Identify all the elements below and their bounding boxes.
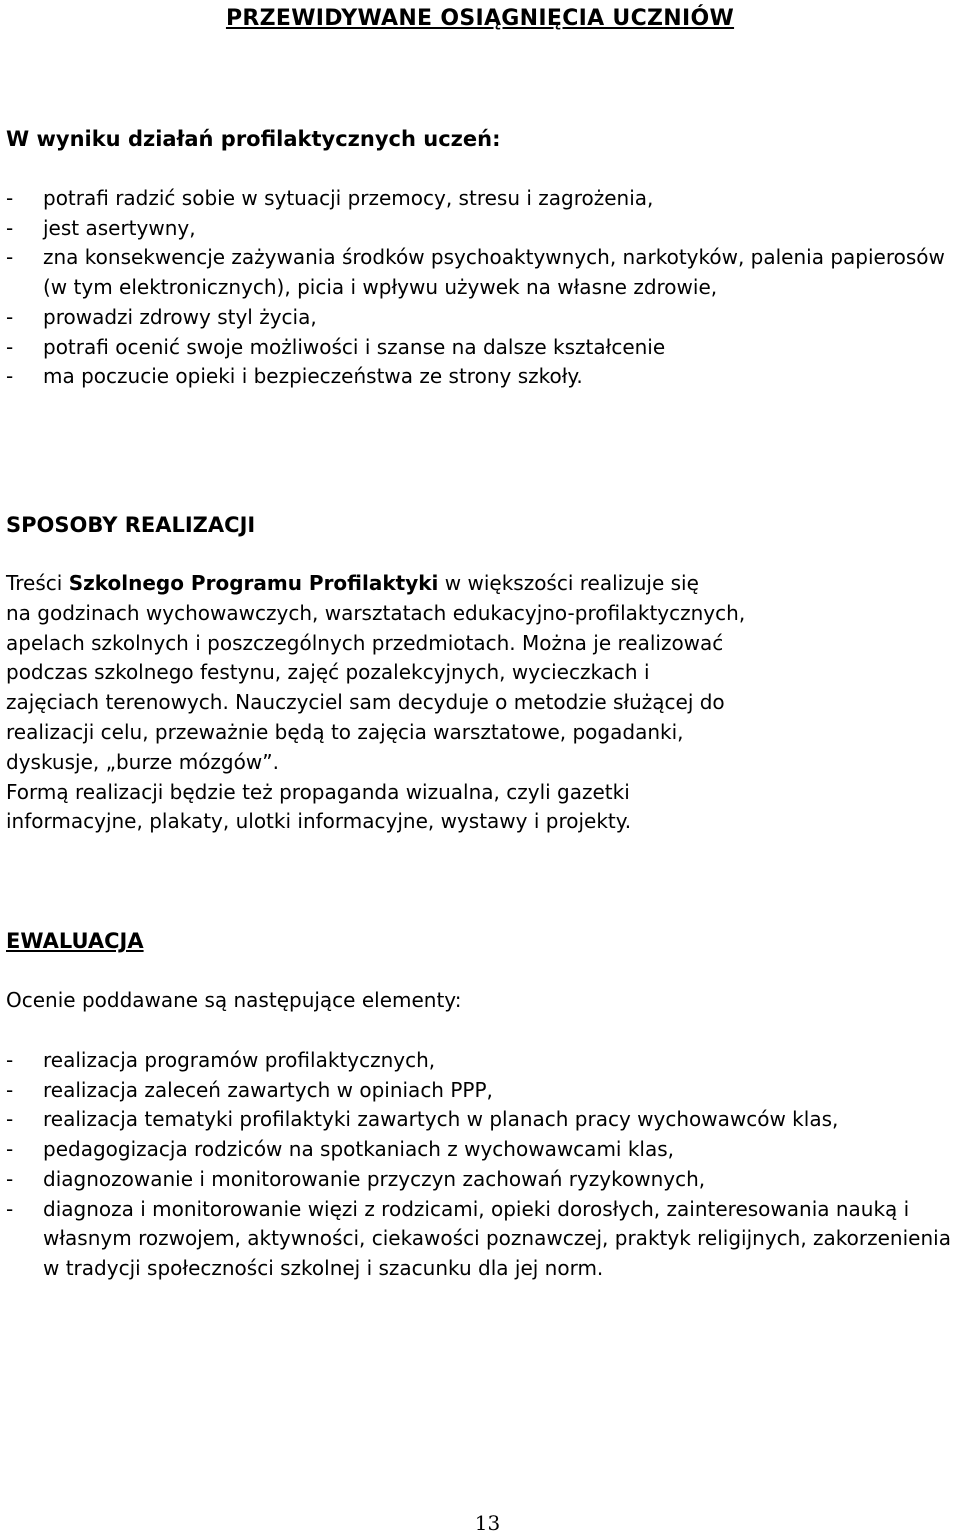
list-item: - realizacja programów profilaktycznych, <box>6 1048 436 1072</box>
page-title: PRZEWIDYWANE OSIĄGNIĘCIA UCZNIÓW <box>225 6 735 31</box>
list-item: - realizacja tematyki profilaktyki zawartych w planach pracy wychowawców klas, <box>6 1107 839 1132</box>
implementation-paragraph <box>6 569 954 837</box>
list-item: - potrafi ocenić swoje możliwości i szanse na dalsze kształcenie <box>6 334 666 359</box>
evaluation-heading: EWALUACJA <box>6 929 144 953</box>
list-item: - jest asertywny, <box>6 215 196 240</box>
evaluation-list <box>6 1046 958 1284</box>
paragraph-line: na godzinach wychowawczych, warsztatach edukacyjno-profilaktycznych, <box>6 600 746 625</box>
list-item: - diagnoza i monitorowanie więzi z rodzicami, opieki dorosłych, zainteresowania nauką i własnym rozwojem, aktywności, ciekawości poznawczej, praktyk religijnych, zakorzenienia w tradycji społeczności szkolnej i szacunku dla jej norm. <box>6 1196 951 1280</box>
list-item: - diagnozowanie i monitorowanie przyczyn zachowań ryzykownych, <box>6 1166 706 1191</box>
outcomes-list <box>6 184 958 392</box>
paragraph-line: podczas szkolnego festynu, zajęć pozalekcyjnych, wycieczkach i <box>6 660 650 685</box>
paragraph-line: realizacji celu, przeważnie będą to zajęcia warsztatowe, pogadanki, <box>6 719 684 744</box>
list-item: - potrafi radzić sobie w sytuacji przemocy, stresu i zagrożenia, <box>6 186 654 210</box>
evaluation-intro: Ocenie poddawane są następujące elementy: <box>6 988 462 1012</box>
program-name: Szkolnego Programu Profilaktyki <box>68 571 439 595</box>
implementation-heading: SPOSOBY REALIZACJI <box>6 513 256 537</box>
paragraph-line: Formą realizacji będzie też propaganda wizualna, czyli gazetki <box>6 779 630 804</box>
list-item: - zna konsekwencje zażywania środków psychoaktywnych, narkotyków, palenia papierosów (w tym elektronicznych), picia i wpływu używek na własne zdrowie, <box>6 245 945 300</box>
outcomes-heading: W wyniku działań profilaktycznych uczeń: <box>6 127 501 151</box>
paragraph-line: zajęciach terenowych. Nauczyciel sam decyduje o metodzie służącej do <box>6 690 725 715</box>
paragraph-line: Treści Szkolnego Programu Profilaktyki w większości realizuje się <box>6 571 699 595</box>
paragraph-line: apelach szkolnych i poszczególnych przedmiotach. Można je realizować <box>6 630 724 655</box>
page-number: 13 <box>474 1511 501 1535</box>
list-item: - ma poczucie opieki i bezpieczeństwa ze strony szkoły. <box>6 364 583 389</box>
paragraph-line: informacyjne, plakaty, ulotki informacyjne, wystawy i projekty. <box>6 809 632 834</box>
list-item: - pedagogizacja rodziców na spotkaniach z wychowawcami klas, <box>6 1137 675 1162</box>
paragraph-line: dyskusje, „burze mózgów”. <box>6 749 279 774</box>
list-item: - realizacja zaleceń zawartych w opiniach PPP, <box>6 1077 493 1102</box>
list-item: - prowadzi zdrowy styl życia, <box>6 304 317 329</box>
